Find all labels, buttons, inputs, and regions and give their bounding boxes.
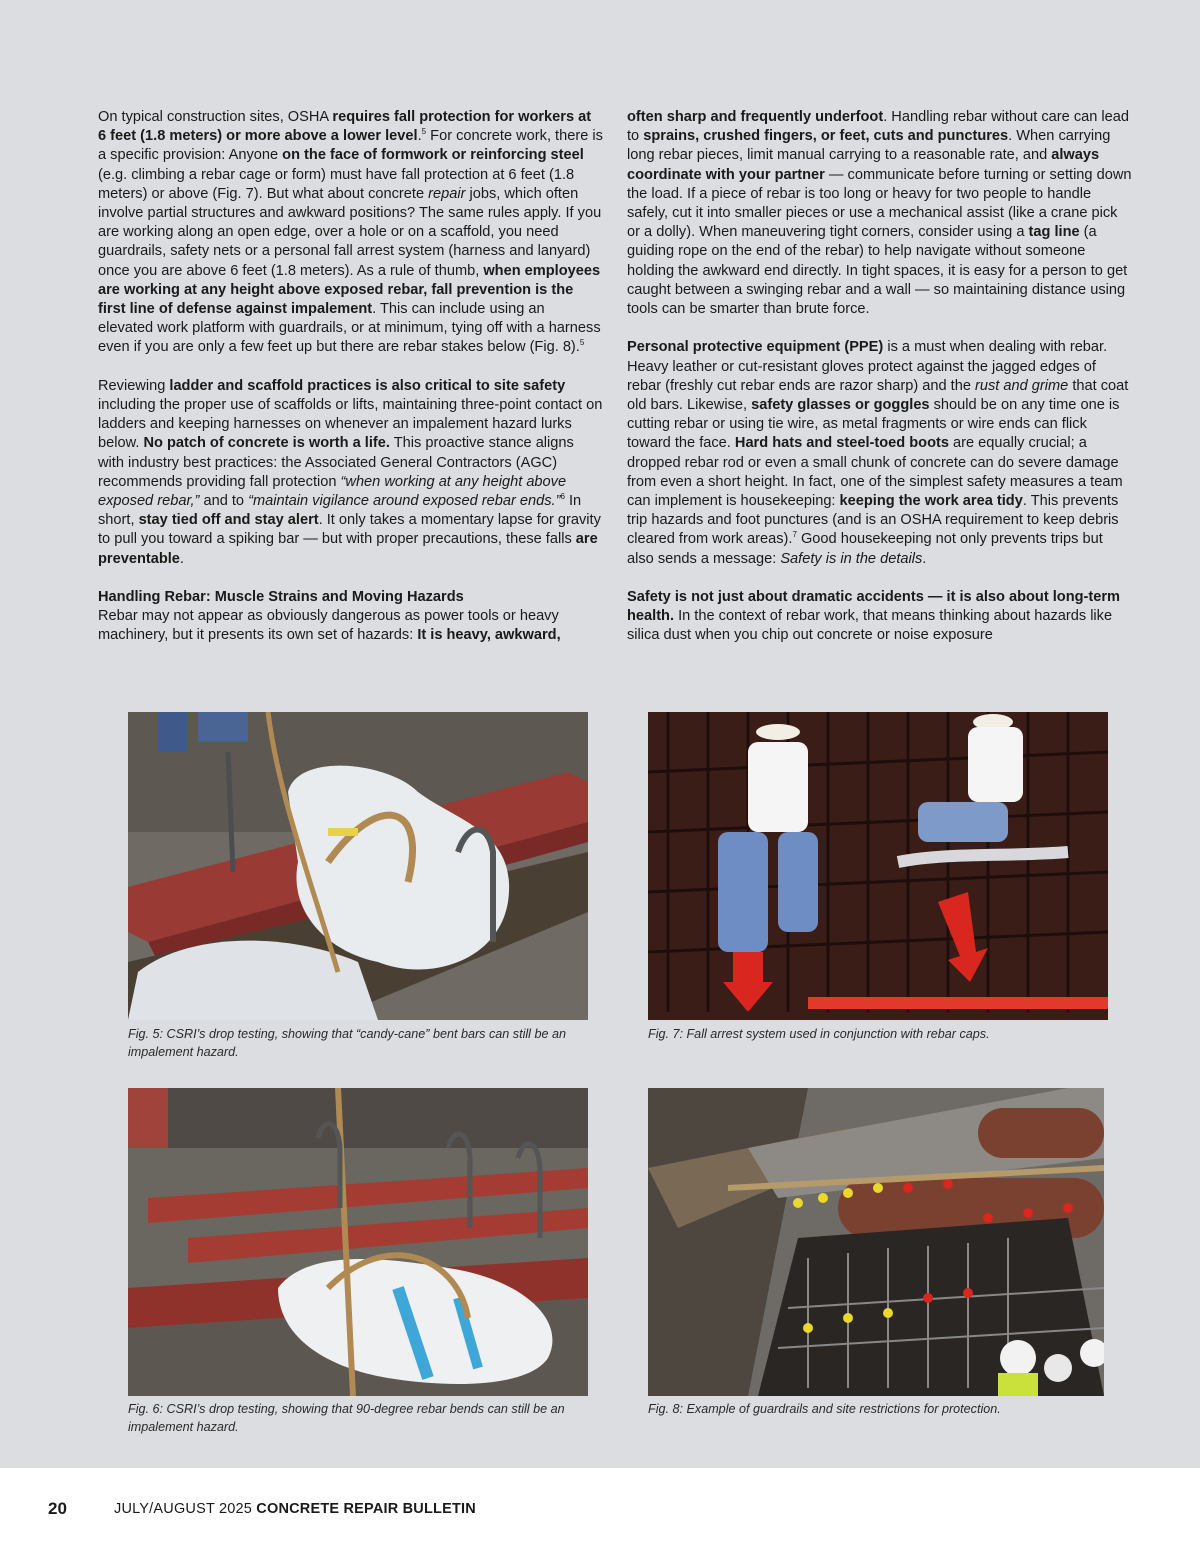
text: For concrete work, there is a specific provision: Anyone xyxy=(98,128,603,164)
text: is a must when dealing with rebar. Heavy leather or cut-resistant gloves protect against the jagged edges of rebar (freshly cut rebar ends are razor sharp) and the xyxy=(627,339,1108,394)
paragraph-fall-protection xyxy=(98,108,603,358)
footnote-ref: 5 xyxy=(421,127,427,137)
bold-text: always coordinate with your partner xyxy=(627,147,1100,183)
text: . xyxy=(179,550,184,567)
fig8-caption: Fig. 8: Example of guardrails and site restrictions for protection. xyxy=(648,1402,1001,1416)
bold-text: when employees are working at any height above exposed rebar, fall prevention is the first line of defense against impalement xyxy=(98,262,601,318)
paragraph-long-term-health xyxy=(627,588,1132,646)
bold-text: keeping the work area tidy xyxy=(839,493,1023,510)
text: . xyxy=(922,550,927,567)
text: that coat old bars. Likewise, xyxy=(627,377,1129,414)
bold-text: requires fall protection for workers at 6 feet (1.8 meters) or more above a lower level xyxy=(98,109,592,145)
paragraph-handling-rebar xyxy=(98,607,603,645)
fig8-photo xyxy=(648,1088,1104,1396)
text: Good housekeeping not only prevents trips but also sends a message: xyxy=(627,531,1103,567)
issue-label xyxy=(114,1501,476,1517)
text: jobs, which often involve partial structures and awkward positions? The same rules apply. If you are working along an open edge, over a hole or on a scaffold, you need guardrails, safety nets or a personal fall arrest system (harness and lanyard) once you are above 6 feet (1.8 meters). As a rule of thumb, xyxy=(98,185,602,279)
fig6-caption: Fig. 6: CSRI’s drop testing, showing that 90-degree rebar bends can still be an impalement hazard. xyxy=(128,1402,565,1434)
right-text-column xyxy=(627,108,1132,665)
bold-text: often sharp and frequently underfoot xyxy=(627,109,884,125)
page-number: 20 xyxy=(48,1499,67,1518)
text: . It only takes a momentary lapse for gravity to pull you toward a spiking bar — but with proper precautions, these falls xyxy=(98,512,601,548)
text: Reviewing xyxy=(98,377,170,394)
fig5-caption: Fig. 5: CSRI’s drop testing, showing that “candy-cane” bent bars can still be an impalement hazard. xyxy=(128,1027,566,1059)
left-text-column xyxy=(98,108,603,665)
text: should be on any time one is cutting rebar or using tie wire, as metal fragments or wire ends can flick toward the face. xyxy=(627,397,1120,452)
text: including the proper use of scaffolds or lifts, maintaining three-point contact on ladders and keeping harnesses on whenever an impalement hazard lurks below. xyxy=(98,397,603,452)
issue-date: JULY/AUGUST 2025 xyxy=(114,1501,257,1517)
fig5-photo xyxy=(128,712,588,1020)
publication-title: CONCRETE REPAIR BULLETIN xyxy=(256,1501,476,1517)
text: . This can include using an elevated work platform with guardrails, or at minimum, tying off with a harness even if you are only a few feet up but there are rebar stakes below (Fig. 8). xyxy=(98,301,601,356)
text: On typical construction sites, OSHA xyxy=(98,109,333,125)
bold-text: It is heavy, awkward, xyxy=(417,627,561,644)
bold-text: Hard hats and steel-toed boots xyxy=(734,435,949,452)
bold-text: tag line xyxy=(1028,224,1080,241)
text: are equally crucial; a dropped rebar rod or even a small chunk of concrete can do severe damage from even a short height. In fact, one of the simplest safety measures a team can implement is housekeeping: xyxy=(627,435,1123,510)
paragraph-ppe xyxy=(627,338,1132,568)
bold-text: safety glasses or goggles xyxy=(751,397,930,414)
fig7-photo xyxy=(648,712,1108,1020)
text: In the context of rebar work, that means thinking about hazards like silica dust when you chip out concrete or noise exposure xyxy=(627,608,1113,644)
italic-text: Safety is in the details xyxy=(780,550,923,567)
fig7-caption: Fig. 7: Fall arrest system used in conjunction with rebar caps. xyxy=(648,1027,990,1041)
italic-text: rust and grime xyxy=(974,377,1069,394)
italic-text: “when working at any height above exposed rebar,” xyxy=(98,473,567,510)
text: . Handling rebar without care can lead to xyxy=(627,109,1130,145)
bold-text: stay tied off and stay alert xyxy=(138,512,319,529)
bold-text: ladder and scaffold practices is also critical to site safety xyxy=(169,377,566,394)
footnote-ref: 6 xyxy=(560,492,565,502)
text: Rebar may not appear as obviously dangerous as power tools or heavy machinery, but it presents its own set of hazards: xyxy=(98,608,559,644)
italic-text: repair xyxy=(428,185,466,202)
paragraph-handling-continued xyxy=(627,108,1132,319)
bold-text: Safety is not just about dramatic accidents — it is also about long-term health. xyxy=(627,589,1121,625)
text: . xyxy=(417,128,422,145)
italic-text: “maintain vigilance around exposed rebar ends.” xyxy=(248,493,561,510)
footnote-ref: 7 xyxy=(792,530,797,540)
footnote-ref: 5 xyxy=(579,338,585,348)
text: (a guiding rope on the end of the rebar) to help navigate without someone holding the awkward end directly. In tight spaces, it is easy for a person to get caught between a swinging rebar and a wall — so maintaining distance using tools can be smarter than brute force. xyxy=(627,224,1128,318)
text: (e.g. climbing a rebar cage or form) must have fall protection at 6 feet (1.8 meters) or above (Fig. 7). But what about concrete xyxy=(98,166,575,202)
text: . When carrying long rebar pieces, limit manual carrying to a reasonable rate, and xyxy=(627,128,1111,164)
bold-text: are preventable xyxy=(98,531,598,567)
text: — communicate before turning or setting down the load. If a piece of rebar is too long or heavy for two people to handle safely, cut it into smaller pieces or use a mechanical assist (like a crane pick or a dolly). When maneuvering tight corners, consider using a xyxy=(627,166,1132,241)
section-heading: Handling Rebar: Muscle Strains and Moving Hazards xyxy=(98,589,464,606)
bold-text: on the face of formwork or reinforcing steel xyxy=(282,147,584,164)
text: In short, xyxy=(98,493,582,529)
bold-text: No patch of concrete is worth a life. xyxy=(143,435,390,452)
text: and to xyxy=(199,493,249,510)
text: This proactive stance aligns with industry best practices: the Associated General Contractors (AGC) recommends providing fall protection xyxy=(98,435,574,490)
paragraph-ladder-scaffold xyxy=(98,377,603,569)
fig6-photo xyxy=(128,1088,588,1396)
bold-text: Personal protective equipment (PPE) xyxy=(627,339,884,356)
text: . This prevents trip hazards and foot punctures (and is an OSHA requirement to keep debris cleared from work areas). xyxy=(627,493,1119,548)
bold-text: sprains, crushed fingers, or feet, cuts and punctures xyxy=(643,128,1009,145)
